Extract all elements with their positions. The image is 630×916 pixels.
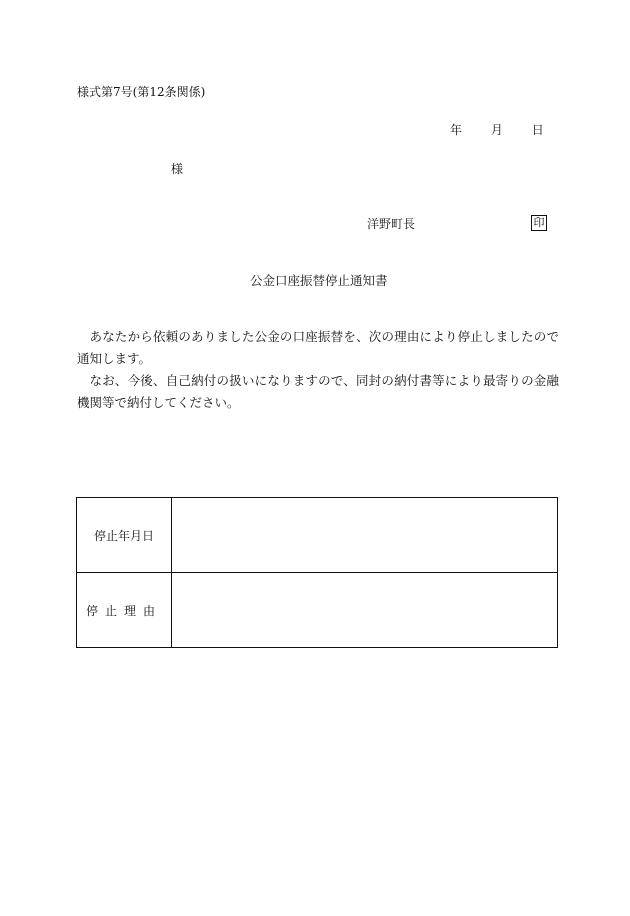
date-year-label: 年 xyxy=(450,123,463,137)
seal-stamp: 印 xyxy=(531,215,547,231)
date-line xyxy=(450,124,544,136)
table-row-stop-reason xyxy=(77,573,558,648)
stop-date-label: 停止年月日 xyxy=(77,498,172,573)
stop-reason-value xyxy=(172,573,558,648)
issuer-title: 洋野町長 xyxy=(367,217,416,231)
body-paragraph-1: あなたから依頼のありました公金の口座振替を、次の理由により停止しましたので通知します。 xyxy=(77,329,559,366)
suspension-info-table xyxy=(76,497,558,648)
date-day-label: 日 xyxy=(531,123,544,137)
notice-body xyxy=(77,326,559,414)
date-month-label: 月 xyxy=(490,123,503,137)
stop-reason-label: 停止理由 xyxy=(77,573,172,648)
document-title: 公金口座振替停止通知書 xyxy=(250,273,388,288)
form-number: 様式第7号(第12条関係) xyxy=(77,85,206,99)
table-row-stop-date xyxy=(77,498,558,573)
recipient-honorific: 様 xyxy=(171,162,184,176)
body-paragraph-2: なお、今後、自己納付の扱いになりますので、同封の納付書等により最寄りの金融機関等で納付してください。 xyxy=(77,373,559,410)
stop-date-value xyxy=(172,498,558,573)
